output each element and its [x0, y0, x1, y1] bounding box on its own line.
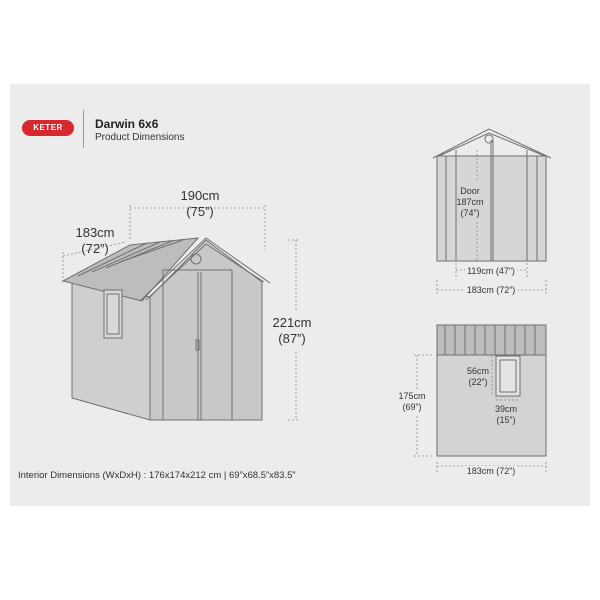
- window-height-in: (22”): [468, 377, 488, 387]
- window-width-in: (15”): [496, 415, 516, 425]
- front-overall-width-label: 183cm (72”): [466, 285, 516, 295]
- product-subtitle: Product Dimensions: [95, 132, 185, 143]
- main-width-label: [180, 188, 219, 220]
- side-overall-width-label: 183cm (72”): [466, 466, 516, 476]
- window-width-label: [495, 404, 517, 426]
- main-height-label: [272, 315, 311, 347]
- main-width-in: (75”): [186, 204, 214, 219]
- main-height-in: (87”): [278, 331, 306, 346]
- side-height-label: [398, 391, 425, 413]
- window-height-cm: 56cm: [466, 366, 490, 376]
- door-height-label: [456, 186, 483, 219]
- main-height-cm: 221cm: [272, 315, 312, 330]
- shed-front-elevation: [433, 129, 551, 261]
- main-depth-cm: 183cm: [75, 225, 115, 240]
- interior-dimensions: Interior Dimensions (WxDxH) : 176x174x212 cm | 69”x68.5”x83.5”: [18, 470, 296, 481]
- shed-perspective-drawing: [63, 238, 270, 420]
- main-depth-label: [75, 225, 114, 257]
- keter-logo: KETER: [22, 120, 74, 136]
- door-height-in: (74”): [460, 208, 480, 218]
- window-width-cm: 39cm: [494, 404, 518, 414]
- shed-side-elevation: [437, 325, 546, 456]
- side-height-cm: 175cm: [398, 391, 426, 401]
- door-width-label: 119cm (47”): [467, 266, 515, 276]
- door-label: Door: [460, 186, 480, 196]
- main-depth-in: (72”): [81, 241, 109, 256]
- door-height-cm: 187cm: [456, 197, 484, 207]
- window-height-label: [467, 366, 489, 388]
- product-title: Darwin 6x6: [95, 117, 159, 131]
- side-height-in: (69”): [402, 402, 422, 412]
- main-width-cm: 190cm: [180, 188, 220, 203]
